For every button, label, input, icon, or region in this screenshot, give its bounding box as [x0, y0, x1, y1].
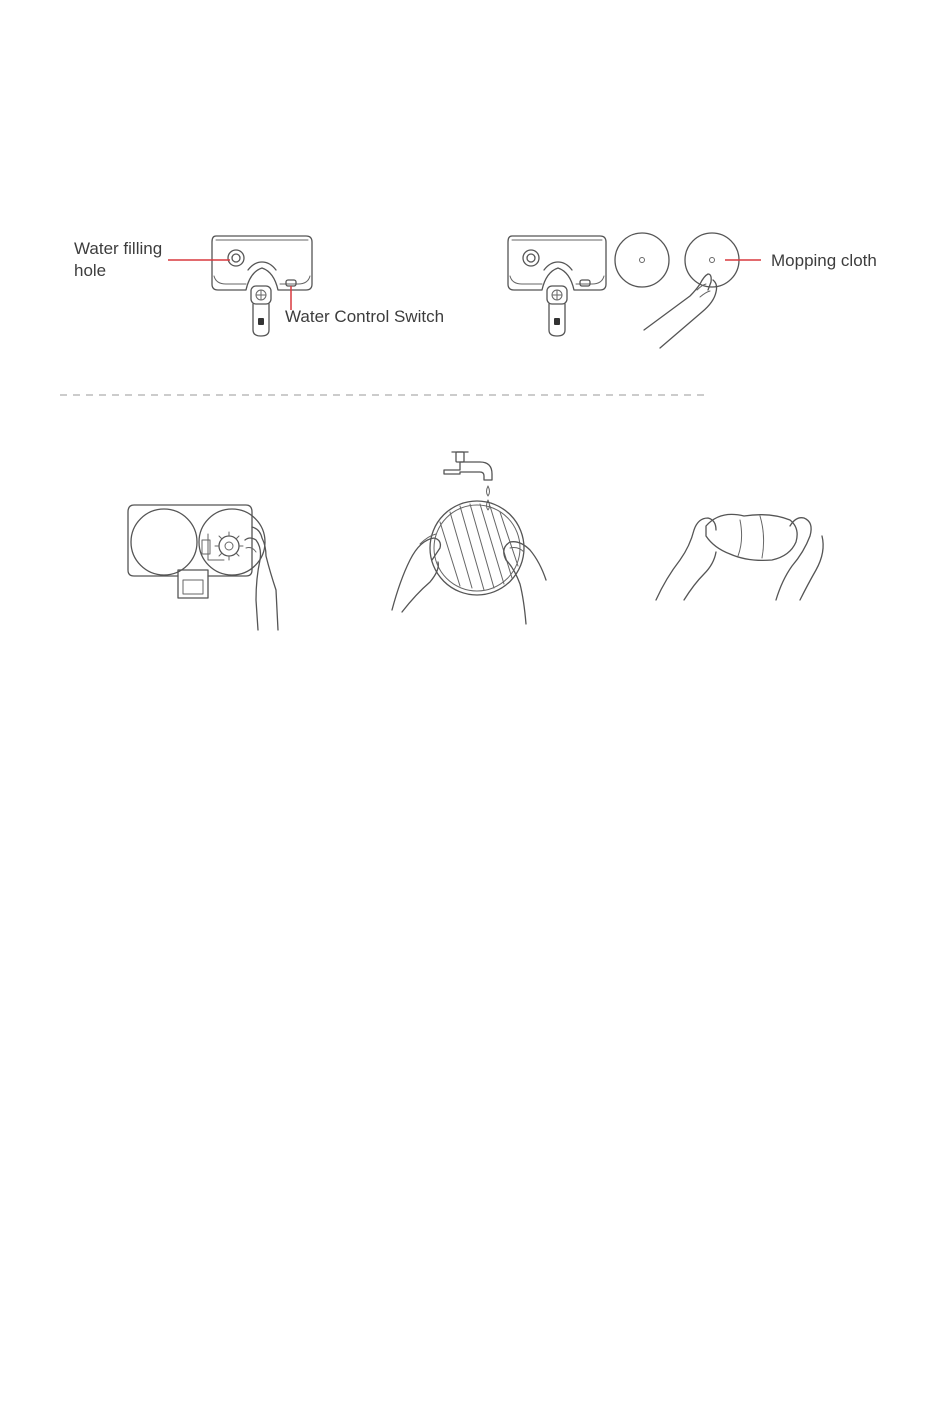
- mop-underside-detach-illustration: [128, 505, 278, 630]
- water-control-switch-label: Water Control Switch: [285, 307, 445, 326]
- mop-head-removing-cloth-illustration: [508, 233, 761, 348]
- mopping-cloth-label: Mopping cloth: [771, 251, 877, 270]
- faucet-rinse-pad-illustration: [392, 452, 546, 624]
- water-filling-hole-label-line2: hole: [74, 261, 107, 280]
- hands-wringing-cloth-illustration: [656, 514, 823, 600]
- water-filling-hole-label-line1: Water filling: [74, 239, 163, 258]
- mop-head-with-water-tank-illustration: [168, 236, 312, 336]
